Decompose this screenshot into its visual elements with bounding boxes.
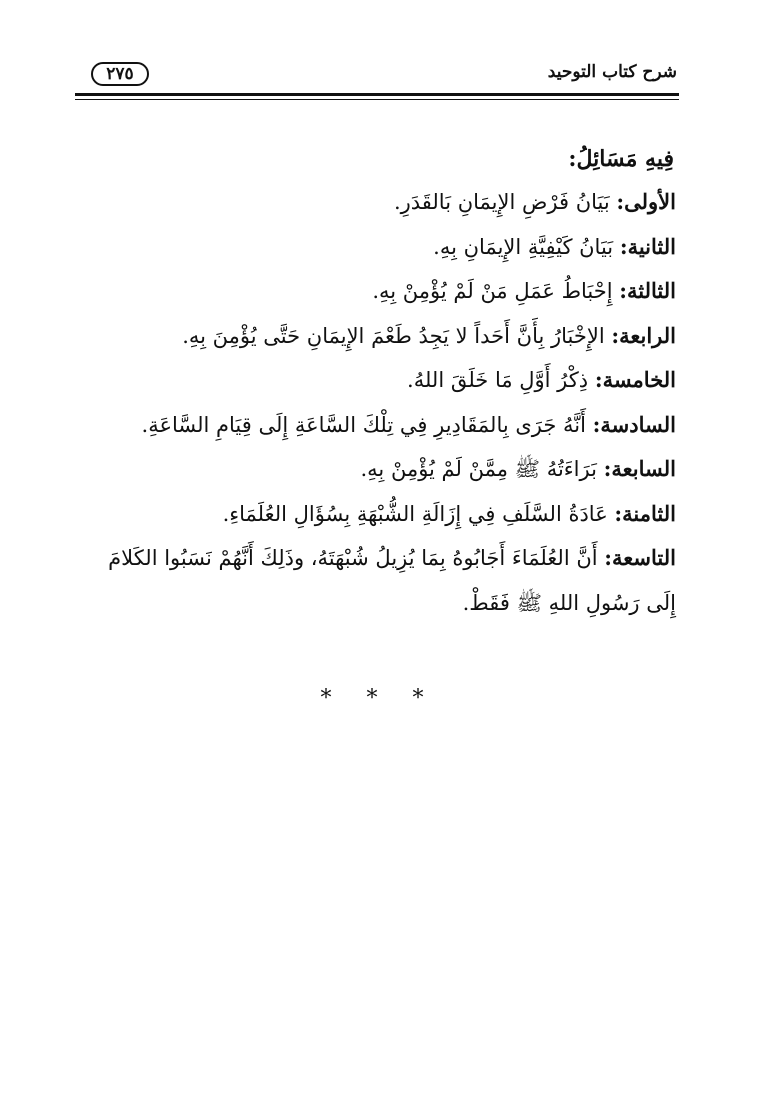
issues-section (78, 138, 676, 625)
issue-text: أَنَّ العُلَمَاءَ أَجَابُوهُ بِمَا يُزِيلُ شُبْهَتَهُ، وذَلِكَ أَنَّهُمْ نَسَبُوا الكَلامَ إِلَى رَسُولِ اللهِ ﷺ فَقَطْ. (108, 546, 676, 615)
issue-text: عَادَةُ السَّلَفِ فِي إِزَالَةِ الشُّبْهَةِ بِسُؤَالِ العُلَمَاءِ. (222, 501, 608, 526)
issue-text: بَيَانُ كَيْفِيَّةِ الإِيمَانِ بِهِ. (433, 234, 614, 259)
issue-label: التاسعة: (604, 545, 676, 570)
header-rule-thin (75, 99, 679, 100)
issue-item-1 (78, 180, 676, 225)
issue-label: الرابعة: (611, 322, 676, 348)
issue-item-4 (78, 314, 676, 359)
issue-label: الثالثة: (619, 278, 676, 303)
issue-text: ذِكْرُ أَوَّلِ مَا خَلَقَ اللهُ. (407, 368, 589, 392)
issue-label: الثامنة: (614, 500, 676, 526)
page-number-badge: ٢٧٥ (91, 62, 149, 86)
issue-item-2 (78, 225, 676, 270)
issue-label: الثانية: (619, 233, 676, 259)
issue-text: بَرَاءَتُهُ ﷺ مِمَّنْ لَمْ يُؤْمِنْ بِهِ. (360, 457, 597, 481)
issue-label: السادسة: (592, 411, 676, 437)
page-header (75, 58, 679, 94)
issue-label: الخامسة: (594, 367, 676, 392)
issue-item-8 (78, 492, 676, 537)
issue-item-9 (78, 536, 676, 625)
issue-text: أَنَّهُ جَرَى بِالمَقَادِيرِ فِي تِلْكَ السَّاعَةِ إِلَى قِيَامِ السَّاعَةِ. (141, 412, 586, 437)
issue-item-3 (78, 269, 676, 314)
issue-text: بَيَانُ فَرْضِ الإِيمَانِ بَالقَدَرِ. (393, 190, 610, 214)
header-rule-thick (75, 93, 679, 96)
section-separator-stars: * * * (320, 686, 438, 711)
issue-item-6 (78, 403, 676, 448)
issue-item-5 (78, 358, 676, 403)
issue-text: الإِخْبَارُ بِأَنَّ أَحَداً لا يَجِدُ طَعْمَ الإِيمَانِ حَتَّى يُؤْمِنَ بِهِ. (182, 323, 605, 348)
issue-text: إِحْبَاطُ عَمَلِ مَنْ لَمْ يُؤْمِنْ بِهِ. (372, 279, 613, 303)
issue-label: السابعة: (603, 456, 676, 481)
book-title: شرح كتاب التوحيد (547, 62, 677, 82)
section-heading: فِيهِ مَسَائِلُ: (568, 146, 674, 172)
issue-item-7 (78, 447, 676, 492)
issue-label: الأولى: (616, 189, 676, 214)
